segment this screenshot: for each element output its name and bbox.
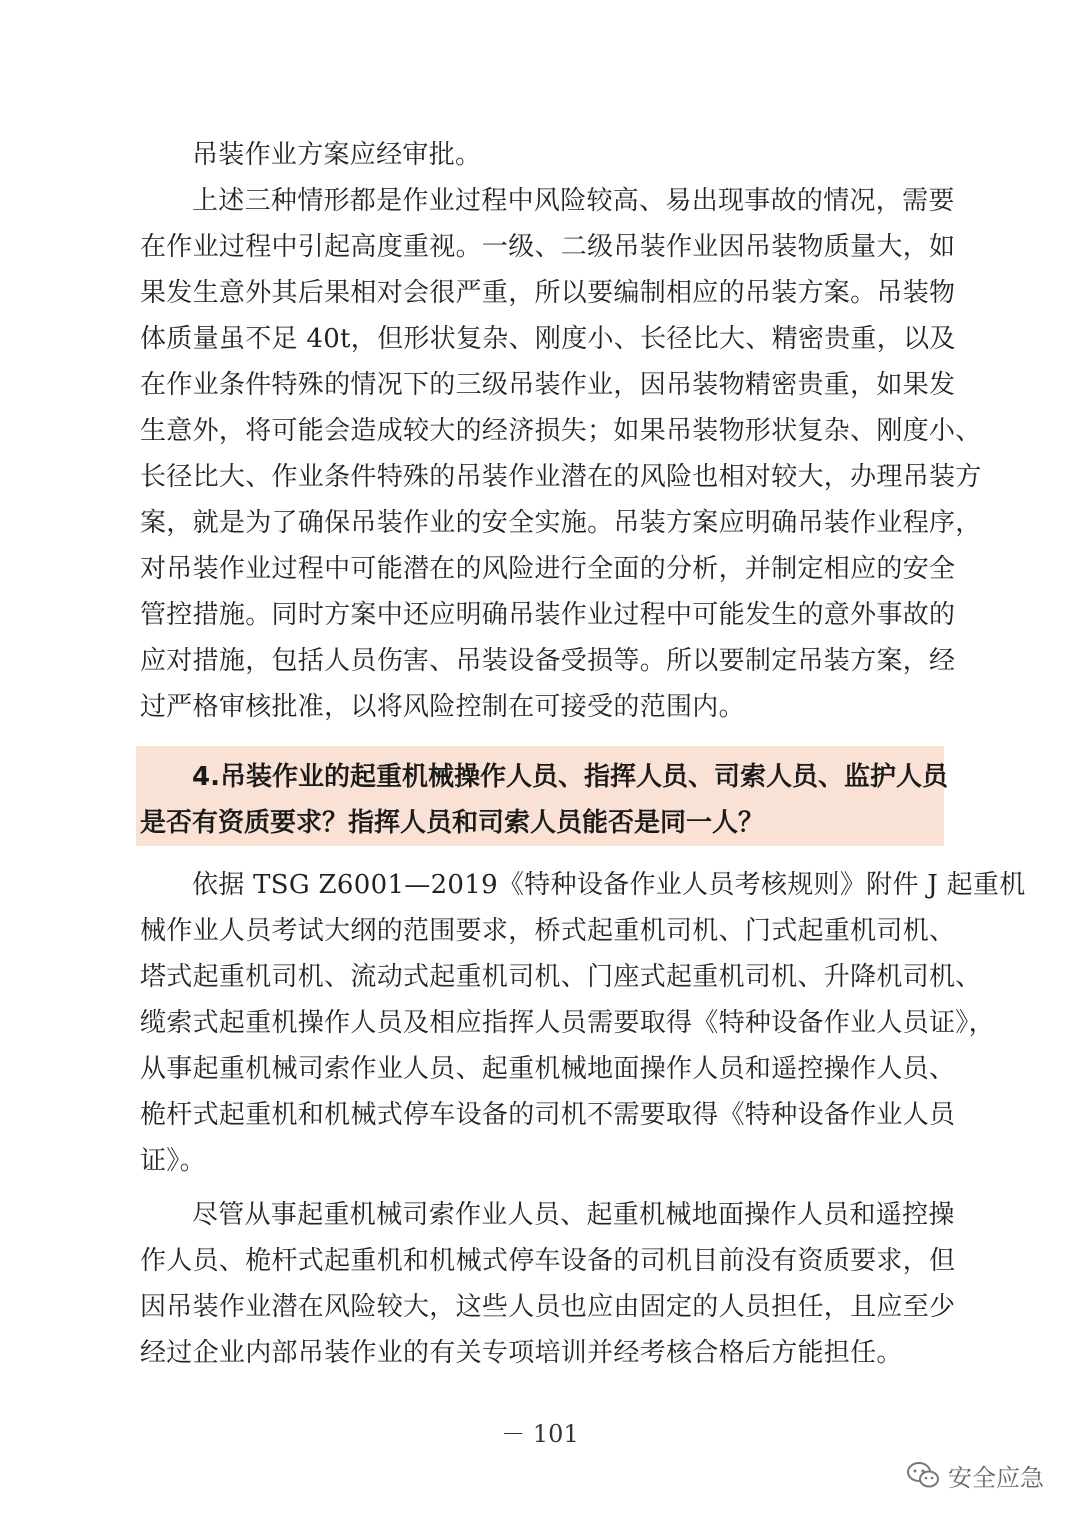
paragraph-line: 械作业人员考试大纲的范围要求，桥式起重机司机、门式起重机司机、	[140, 916, 956, 946]
page-number: － 101	[501, 1420, 579, 1448]
paragraph-line: 过严格审核批准，以将风险控制在可接受的范围内。	[140, 692, 745, 722]
paragraph-line: 案，就是为了确保吊装作业的安全实施。吊装方案应明确吊装作业程序，	[140, 508, 982, 538]
paragraph-line: 果发生意外其后果相对会很严重，所以要编制相应的吊装方案。吊装物	[140, 278, 956, 308]
paragraph-line: 作人员、桅杆式起重机和机械式停车设备的司机目前没有资质要求，但	[140, 1246, 956, 1276]
paragraph-line: 缆索式起重机操作人员及相应指挥人员需要取得《特种设备作业人员证》，	[140, 1008, 995, 1038]
paragraph-line: 长径比大、作业条件特殊的吊装作业潜在的风险也相对较大，办理吊装方	[140, 462, 982, 492]
paragraph-line: 对吊装作业过程中可能潜在的风险进行全面的分析，并制定相应的安全	[140, 554, 956, 584]
paragraph-line: 依据 TSG Z6001—2019《特种设备作业人员考核规则》附件 J 起重机	[192, 870, 1026, 900]
section-heading-line: 4.吊装作业的起重机械操作人员、指挥人员、司索人员、监护人员	[192, 762, 948, 792]
paragraph-line: 在作业过程中引起高度重视。一级、二级吊装作业因吊装物质量大，如	[140, 232, 956, 262]
wechat-icon	[906, 1460, 940, 1490]
paragraph-line: 吊装作业方案应经审批。	[192, 140, 482, 170]
paragraph-line: 桅杆式起重机和机械式停车设备的司机不需要取得《特种设备作业人员	[140, 1100, 956, 1130]
paragraph-line: 生意外，将可能会造成较大的经济损失；如果吊装物形状复杂、刚度小、	[140, 416, 982, 446]
paragraph-line: 从事起重机械司索作业人员、起重机械地面操作人员和遥控操作人员、	[140, 1054, 956, 1084]
paragraph-line: 尽管从事起重机械司索作业人员、起重机械地面操作人员和遥控操	[192, 1200, 955, 1230]
section-heading-line: 是否有资质要求？指挥人员和司索人员能否是同一人？	[140, 808, 765, 838]
watermark-text: 安全应急	[948, 1463, 1044, 1492]
paragraph-line: 塔式起重机司机、流动式起重机司机、门座式起重机司机、升降机司机、	[140, 962, 982, 992]
paragraph-line: 应对措施，包括人员伤害、吊装设备受损等。所以要制定吊装方案，经	[140, 646, 956, 676]
watermark	[906, 1455, 1044, 1495]
paragraph-line: 上述三种情形都是作业过程中风险较高、易出现事故的情况，需要	[192, 186, 955, 216]
paragraph-line: 在作业条件特殊的情况下的三级吊装作业，因吊装物精密贵重，如果发	[140, 370, 956, 400]
paragraph-line: 证》。	[140, 1146, 206, 1176]
paragraph-line: 经过企业内部吊装作业的有关专项培训并经考核合格后方能担任。	[140, 1338, 903, 1368]
paragraph-line: 因吊装作业潜在风险较大，这些人员也应由固定的人员担任，且应至少	[140, 1292, 956, 1322]
paragraph-line: 体质量虽不足 40t，但形状复杂、刚度小、长径比大、精密贵重，以及	[140, 324, 956, 354]
paragraph-line: 管控措施。同时方案中还应明确吊装作业过程中可能发生的意外事故的	[140, 600, 956, 630]
